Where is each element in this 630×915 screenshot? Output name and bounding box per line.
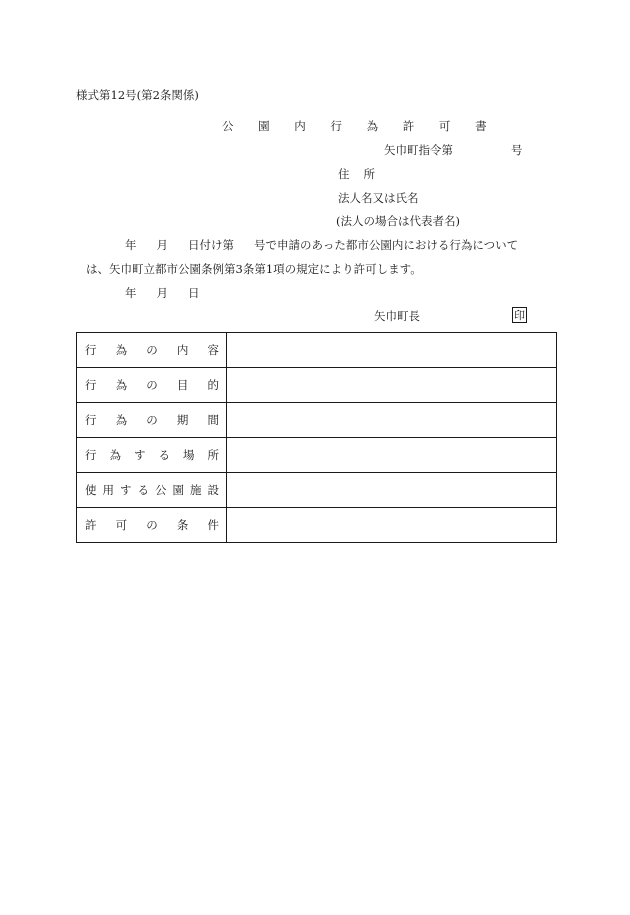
row-value-location bbox=[227, 438, 557, 473]
representative-note: (法人の場合は代表者名) bbox=[336, 214, 460, 228]
body-text-line-1 bbox=[125, 240, 518, 252]
seal-mark: 印 bbox=[514, 309, 525, 322]
table-row bbox=[77, 368, 557, 403]
permit-details-table bbox=[76, 332, 557, 543]
document-title: 公 園 内 行 為 許 可 書 bbox=[222, 119, 498, 133]
row-value-conditions bbox=[227, 508, 557, 543]
body-text: 号で申請のあった都市公園内における行為について bbox=[254, 238, 519, 252]
applicant-address-label bbox=[338, 169, 375, 181]
body-month: 月 bbox=[156, 238, 168, 252]
mayor-title: 矢巾町長 bbox=[374, 309, 420, 323]
table-row bbox=[77, 438, 557, 473]
row-label-period: 行為の期間 bbox=[77, 403, 227, 438]
row-label-location: 行為する場所 bbox=[77, 438, 227, 473]
row-label-content: 行為の内容 bbox=[77, 333, 227, 368]
row-label-facility: 使用する公園施設 bbox=[77, 473, 227, 508]
table-row bbox=[77, 333, 557, 368]
row-label-conditions: 許可の条件 bbox=[77, 508, 227, 543]
issuance-suffix: 号 bbox=[511, 143, 523, 157]
issuance-prefix: 矢巾町指令第 bbox=[384, 143, 453, 157]
address-label-part2: 所 bbox=[363, 167, 375, 181]
date-year: 年 bbox=[125, 286, 137, 300]
body-text-line-2: は、矢巾町立都市公園条例第3条第1項の規定により許可します。 bbox=[86, 262, 422, 276]
row-value-period bbox=[227, 403, 557, 438]
row-value-content bbox=[227, 333, 557, 368]
issue-date bbox=[125, 288, 200, 300]
issuance-number bbox=[384, 145, 523, 157]
table-row bbox=[77, 473, 557, 508]
body-year: 年 bbox=[125, 238, 137, 252]
row-label-purpose: 行為の目的 bbox=[77, 368, 227, 403]
table-row bbox=[77, 508, 557, 543]
row-value-purpose bbox=[227, 368, 557, 403]
form-number: 様式第12号(第2条関係) bbox=[76, 88, 199, 102]
date-day: 日 bbox=[188, 286, 200, 300]
row-value-facility bbox=[227, 473, 557, 508]
body-date-no: 日付け第 bbox=[188, 238, 234, 252]
applicant-name-label: 法人名又は氏名 bbox=[338, 191, 419, 205]
address-label-part1: 住 bbox=[338, 167, 350, 181]
date-month: 月 bbox=[156, 286, 168, 300]
table-row bbox=[77, 403, 557, 438]
